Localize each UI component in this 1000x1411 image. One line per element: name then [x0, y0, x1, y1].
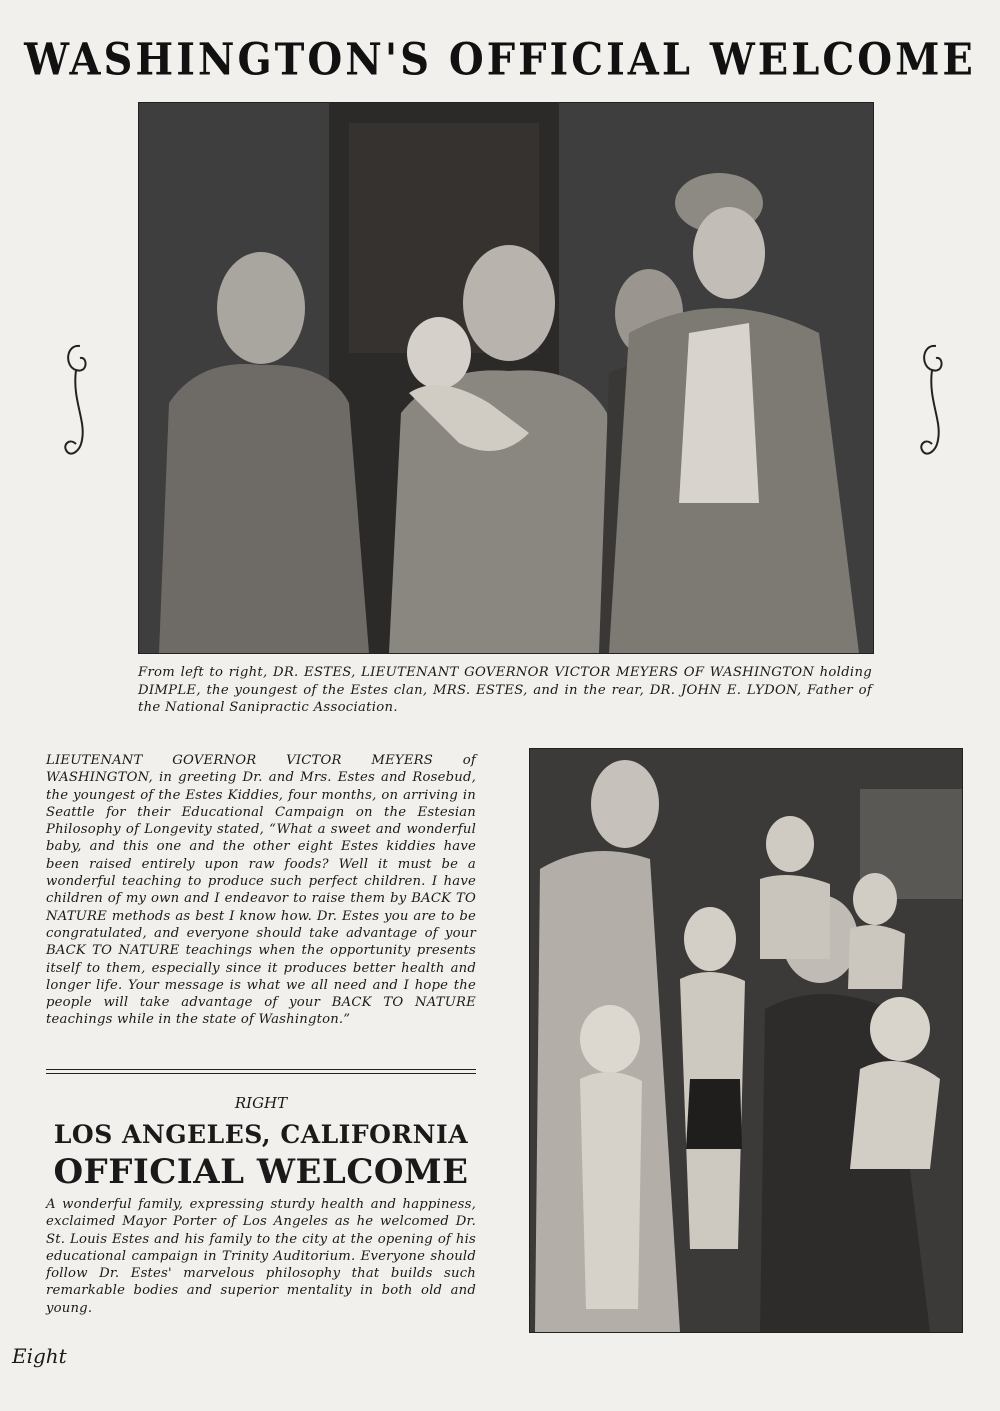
ornament-flourish-right	[914, 340, 954, 470]
section-divider-line	[46, 1069, 476, 1070]
la-subheading: LOS ANGELES, CALIFORNIA	[53, 1120, 469, 1149]
group-photo-washington	[138, 102, 874, 654]
page-headline: WASHINGTON'S OFFICIAL WELCOME	[24, 33, 976, 86]
ornament-flourish-left	[58, 340, 98, 470]
washington-article-text: LIEUTENANT GOVERNOR VICTOR MEYERS of WASHINGTON, in greeting Dr. and Mrs. Estes and Rosebud, the youngest of the Estes Kiddies, four months, on arriving in Seattle for their Educational Campaign on the Estesian Philosophy of Longevity stated, “What a sweet and wonderful baby, and this one and the other eight Estes kiddies have been raised entirely upon raw foods? Well it must be a wonderful teaching to produce such perfect children. I have children of my own and I endeavor to raise them by BACK TO NATURE methods as best I know how. Dr. Estes you are to be congratulated, and everyone should take advantage of your BACK TO NATURE teachings when the opportunity presents itself to them, especially since it produces better health and longer life. Your message is what we all need and I hope the people will take advantage of your BACK TO NATURE teachings while in the state of Washington.”	[46, 753, 476, 1028]
top-photo-caption: From left to right, DR. ESTES, LIEUTENANT GOVERNOR VICTOR MEYERS OF WASHINGTON holding DIMPLE, the youngest of the Estes clan, MRS. ESTES, and in the rear, DR. JOHN E. LYDON, Father of the National Sanipractic Association.	[138, 665, 872, 715]
la-heading: OFFICIAL WELCOME	[53, 1152, 469, 1192]
family-photo-los-angeles	[529, 748, 963, 1333]
page-number: Eight	[12, 1344, 67, 1368]
la-section-label: RIGHT	[234, 1094, 288, 1112]
section-divider-line	[46, 1073, 476, 1074]
la-article-text: A wonderful family, expressing sturdy health and happiness, exclaimed Mayor Porter of Los Angeles as he welcomed Dr. St. Louis Estes and his family to the city at the opening of his educational campaign in Trinity Auditorium. Everyone should follow Dr. Estes' marvelous philosophy that builds such remarkable bodies and superior mentality in both old and young.	[46, 1197, 476, 1316]
